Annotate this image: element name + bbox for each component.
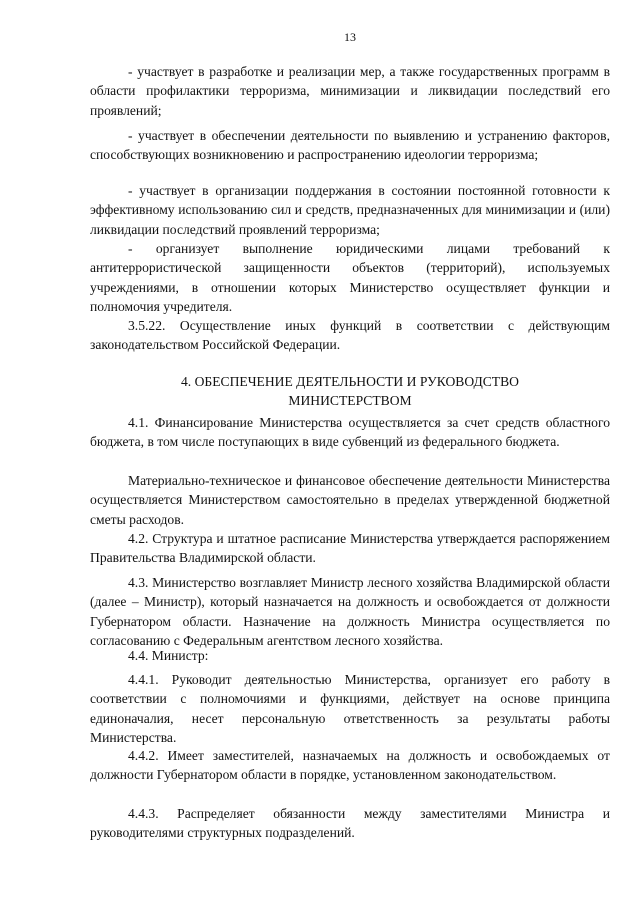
paragraph-4-4-1: 4.4.1. Руководит деятельностью Министерства, организует его работу в соответствии с полномочиями и функциями, действует на основе принципа единоначалия, несет персональную ответственность за результаты работы Министерства. bbox=[90, 672, 610, 746]
paragraph-4-4-3: 4.4.3. Распределяет обязанности между заместителями Министра и руководителями структурных подразделений. bbox=[90, 806, 610, 841]
section-heading-line-1: 4. ОБЕСПЕЧЕНИЕ ДЕЯТЕЛЬНОСТИ И РУКОВОДСТВО bbox=[180, 374, 519, 389]
paragraph-ideology-factors: - участвует в обеспечении деятельности по выявлению и устранению факторов, способствующих возникновению и распространению идеологии терроризма; bbox=[90, 128, 610, 163]
paragraph-counter-terrorism-programs: - участвует в разработке и реализации мер, а также государственных программ в области профилактики терроризма, минимизации и ликвидации последствий его проявлений; bbox=[90, 64, 610, 118]
paragraph-4-4: 4.4. Министр: bbox=[128, 648, 209, 663]
paragraph-4-4-2: 4.4.2. Имеет заместителей, назначаемых на должность и освобождаемых от должности Губернатором области в порядке, установленном законодательством. bbox=[90, 748, 610, 783]
paragraph-4-3: 4.3. Министерство возглавляет Министр лесного хозяйства Владимирской области (далее – Министр), который назначается на должность и освобождается от должности Губернатором области. Назначение на должность Министра осуществляется по согласованию с Федеральным агентством лесного хозяйства. bbox=[90, 575, 610, 649]
paragraph-4-1: 4.1. Финансирование Министерства осуществляется за счет средств областного бюджета, в том числе поступающих в виде субвенций из федерального бюджета. bbox=[90, 415, 610, 450]
paragraph-material-support: Материально-техническое и финансовое обеспечение деятельности Министерства осуществляется Министерством самостоятельно в пределах утвержденной бюджетной сметы расходов. bbox=[90, 473, 610, 527]
paragraph-readiness: - участвует в организации поддержания в состоянии постоянной готовности к эффективному использованию сил и средств, предназначенных для минимизации и (или) ликвидации последствий проявлений терроризма; bbox=[90, 183, 610, 237]
paragraph-protection-requirements: - организует выполнение юридическими лицами требований к антитеррористической защищенности объектов (территорий), используемых учреждениями, в отношении которых Министерство осуществляет функции и полномочия учредителя. bbox=[90, 241, 610, 315]
section-heading bbox=[90, 372, 610, 410]
paragraph-4-2: 4.2. Структура и штатное расписание Министерства утверждается распоряжением Правительства Владимирской области. bbox=[90, 531, 610, 566]
section-heading-line-2: МИНИСТЕРСТВОМ bbox=[288, 393, 412, 408]
paragraph-3-5-22: 3.5.22. Осуществление иных функций в соответствии с действующим законодательством Российской Федерации. bbox=[90, 318, 610, 353]
page-number: 13 bbox=[344, 30, 356, 44]
